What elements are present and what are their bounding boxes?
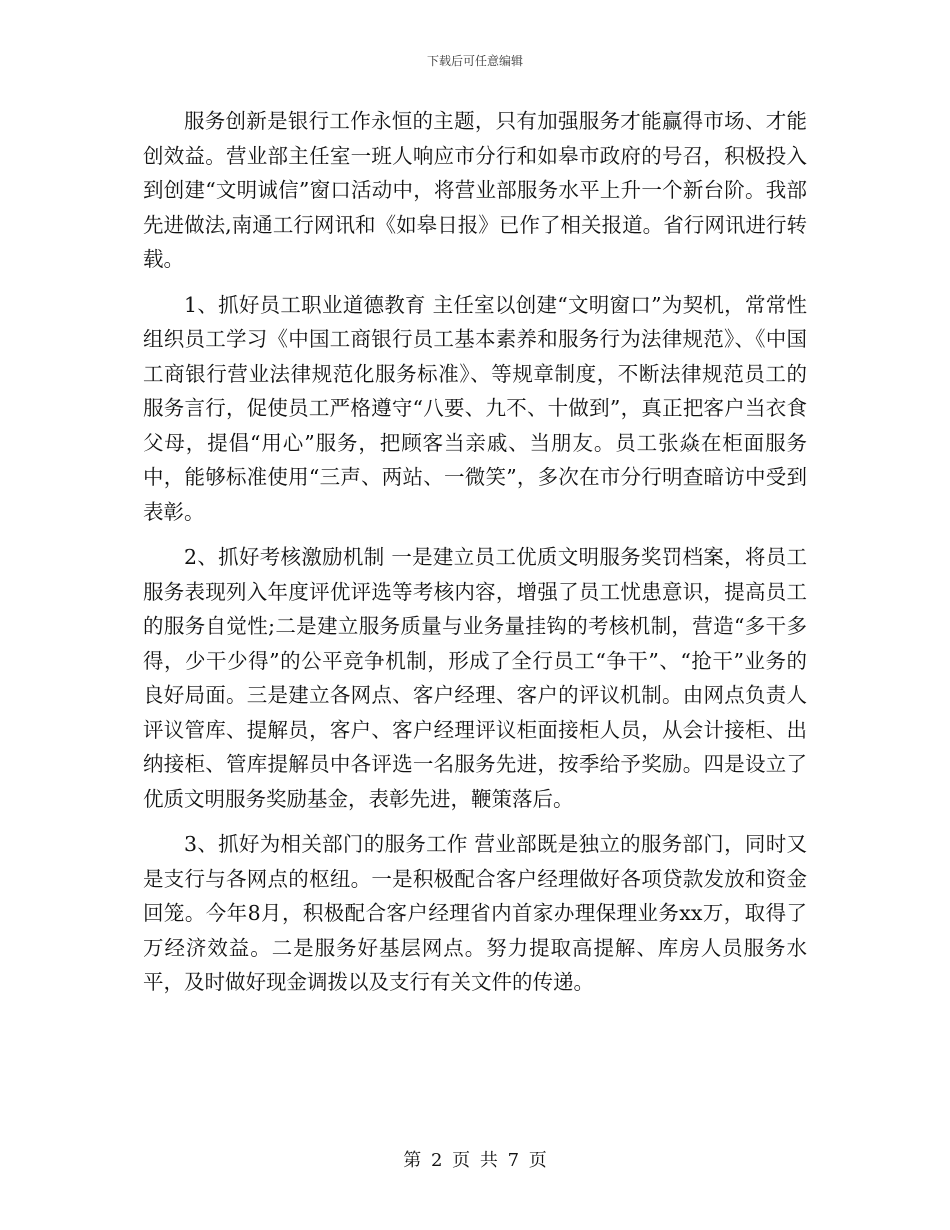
paragraph-incentive-mechanism: 2、抓好考核激励机制 一是建立员工优质文明服务奖罚档案，将员工服务表现列入年度评优评选等考核内容，增强了员工忧患意识，提高员工的服务自觉性;二是建立服务质量与业务量挂钩的考核机制，营造“多干多得，少干少得”的公平竞争机制，形成了全行员工“争干”、“抢干”业务的良好局面。三是建立各网点、客户经理、客户的评议机制。由网点负责人评议管库、提解员，客户、客户经理评议柜面接柜人员，从会计接柜、出纳接柜、管库提解员中各评选一名服务先进，按季给予奖励。四是设立了优质文明服务奖励基金，表彰先进，鞭策落后。 [143, 545, 807, 811]
page-header: 下载后可任意编辑 [426, 54, 523, 68]
page-number: 第 2 页 共 7 页 [403, 1150, 547, 1171]
paragraph-intro: 服务创新是银行工作永恒的主题，只有加强服务才能赢得市场、才能创效益。营业部主任室一班人响应市分行和如皋市政府的号召，积极投入到创建“文明诚信”窗口活动中，将营业部服务水平上升一个新台阶。我部先进做法,南通工行网讯和《如皋日报》已作了相关报道。省行网讯进行转载。 [143, 109, 807, 271]
paragraph-department-service: 3、抓好为相关部门的服务工作 营业部既是独立的服务部门，同时又是支行与各网点的枢纽。一是积极配合客户经理做好各项贷款发放和资金回笼。今年8月，积极配合客户经理省内首家办理保理业务xx万，取得了 万经济效益。二是服务好基层网点。努力提取高提解、库房人员服务水平，及时做好现金调拨以及支行有关文件的传递。 [143, 832, 807, 994]
document-body [143, 104, 807, 1000]
paragraph-ethics-education: 1、抓好员工职业道德教育 主任室以创建“文明窗口”为契机，常常性组织员工学习《中国工商银行员工基本素养和服务行为法律规范》、《中国工商银行营业法律规范化服务标准》、等规章制度，不断法律规范员工的服务言行，促使员工严格遵守“八要、九不、十做到”，真正把客户当衣食父母，提倡“用心”服务，把顾客当亲戚、当朋友。员工张焱在柜面服务中，能够标准使用“三声、两站、一微笑”，多次在市分行明查暗访中受到表彰。 [143, 292, 807, 524]
